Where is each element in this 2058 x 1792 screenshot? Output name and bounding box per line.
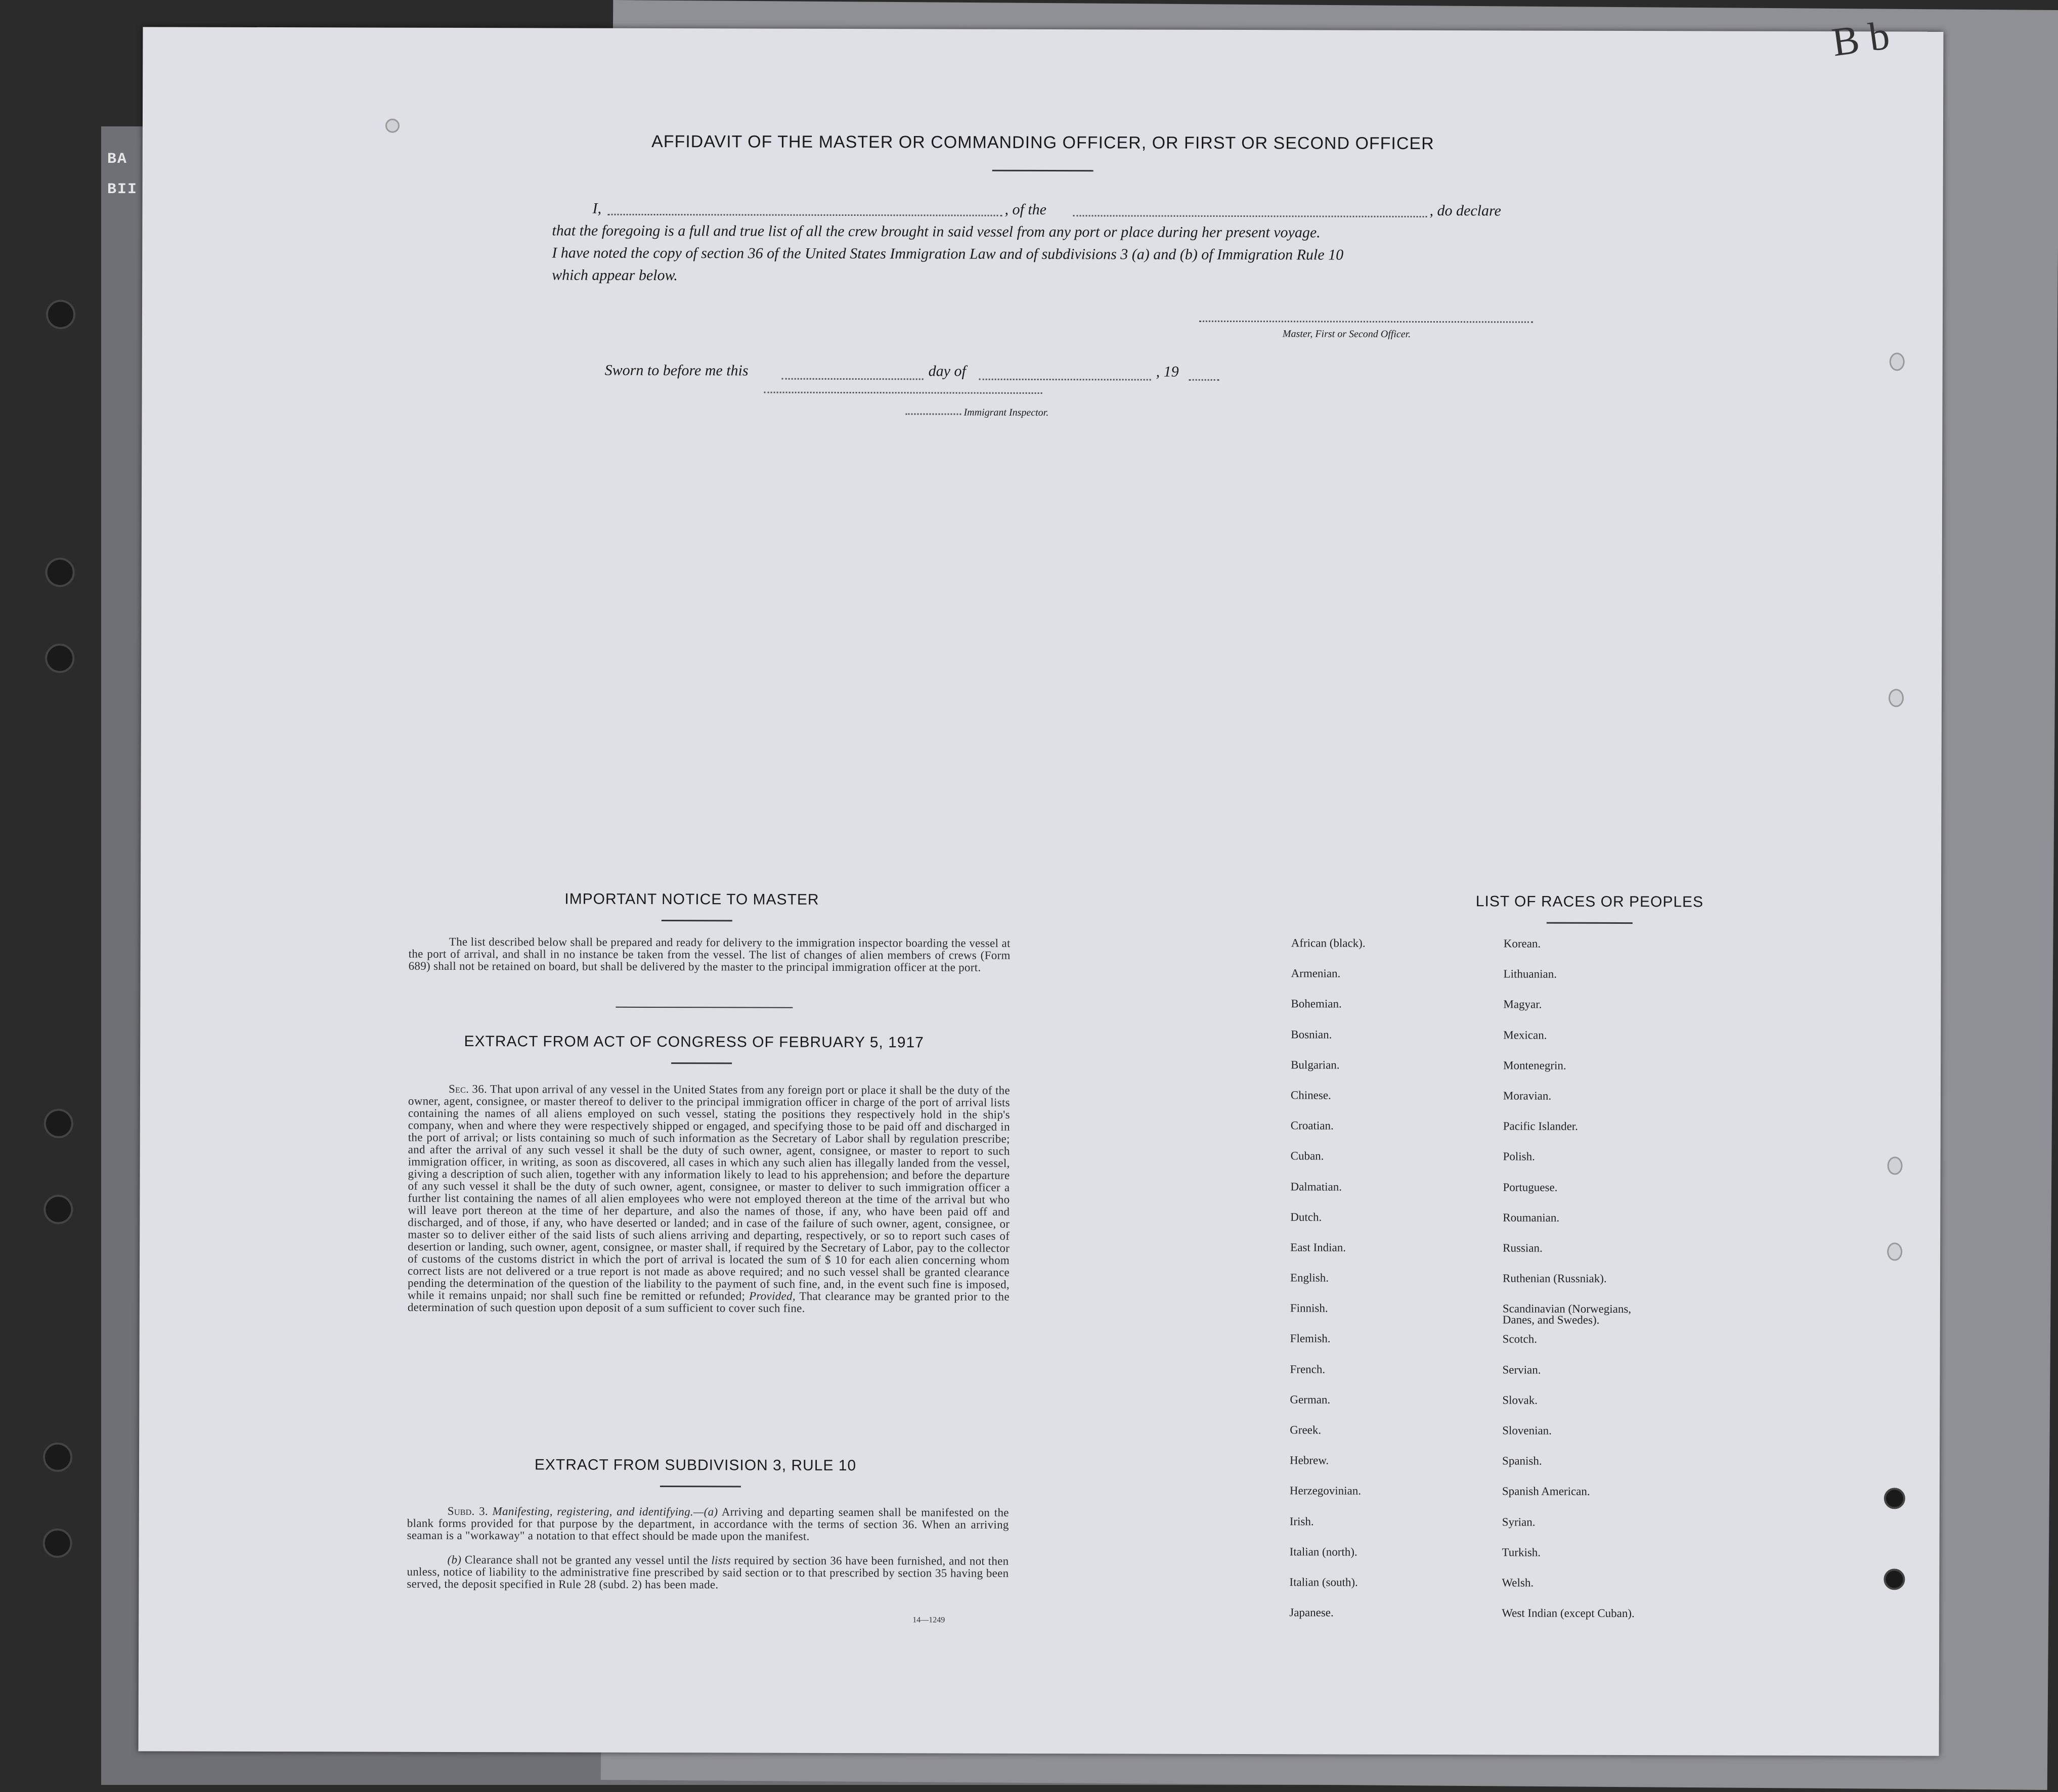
affidavit-i-label: I, (592, 200, 602, 217)
inspector-caption: Immigrant Inspector. (964, 407, 1049, 419)
race-list-item: Portuguese. (1503, 1180, 1558, 1194)
punch-hole (43, 1443, 72, 1472)
race-list-item: Roumanian. (1503, 1211, 1560, 1224)
race-list-item: Herzegovinian. (1289, 1484, 1362, 1498)
race-list-item: Flemish. (1290, 1332, 1331, 1345)
subdivision-3-text-a (407, 1505, 1009, 1543)
race-list-item: German. (1290, 1393, 1331, 1406)
extract-act-title: EXTRACT FROM ACT OF CONGRESS OF FEBRUARY 5, 1917 (464, 1033, 924, 1051)
section-36-body: That upon arrival of any vessel in the United States from any foreign port or place it shall be the duty of the owner, agent, consignee, or master thereof to deliver to the principal immigration officer in charge of the port of arrival lists containing the names of all aliens employed on such vessel, stating the positions they respectively hold in the ship's company, when and where they were respectively shipped or engaged, and specifying those to be paid off and discharged in the port of arrival; or lists containing so much of such information as the Secretary of Labor shall by regulation prescribe; and after the arrival of any such vessel it shall be the duty of such owner, agent, consignee, or master to report to such immigration officer, in writing, as soon as discovered, all cases in which any such alien has illegally landed from the vessel, giving a description of such alien, together with any information likely to lead to his apprehension; and before the departure of any such vessel it shall be the duty of such owner, agent, consignee, or master to deliver to such immigration officer a further list containing the names of all alien employees who were not employed thereon at the time of the arrival but who will leave port thereon at the time of her departure, and also the names of those, if any, who have been paid off and discharged, and of those, if any, who have deserted or landed; and in case of the failure of such owner, agent, consignee, or master so to deliver either of the said lists of such aliens arriving and departing, respectively, or so to report such cases of desertion or landing, such owner, agent, consignee, or master shall, if required by the Secretary of Labor, pay to the collector of customs of the customs district in which the port of arrival is located the sum of $ 10 for each alien concerning whom correct lists are not delivered or a true report is not made as above required; and no such vessel shall be granted clearance pending the determination of the question of the liability to the payment of such fine, and, in the event such fine is imposed, while it remains unpaid; nor shall such fine be remitted or refunded; (407, 1083, 1011, 1303)
punch-hole (1887, 1242, 1902, 1261)
race-list-item: Italian (north). (1289, 1545, 1358, 1558)
race-list-item: Moravian. (1503, 1089, 1552, 1102)
notice-separator (616, 1007, 793, 1008)
punch-hole (46, 300, 75, 329)
race-list-item: Lithuanian. (1503, 967, 1557, 980)
subdivision-3-text-b (407, 1554, 1009, 1592)
punch-hole (1889, 689, 1904, 707)
section-label: Sec. 36. (448, 1082, 488, 1096)
notice-title: IMPORTANT NOTICE TO MASTER (564, 890, 819, 908)
race-list-item: Greek. (1290, 1423, 1322, 1437)
race-list-item: Spanish American. (1502, 1485, 1590, 1498)
affidavit-of-the-label: , of the (1004, 201, 1047, 218)
sworn-line (604, 360, 1591, 380)
clause-a-label: —(a) (693, 1505, 718, 1518)
races-title: LIST OF RACES OR PEOPLES (1475, 893, 1704, 911)
inspector-signature-line (764, 392, 1042, 394)
races-column-1 (1289, 937, 1483, 1638)
race-list-item: Russian. (1503, 1241, 1543, 1255)
race-list-item: Turkish. (1502, 1546, 1541, 1559)
sworn-month-blank (979, 379, 1151, 381)
punch-hole (385, 119, 400, 133)
affidavit-declaration-line (552, 197, 1539, 219)
sworn-year-blank (1189, 379, 1219, 381)
race-list-item: Irish. (1289, 1514, 1314, 1528)
inspector-leader-dots (905, 413, 961, 415)
race-list-item: Spanish. (1502, 1454, 1542, 1467)
race-list-item: Armenian. (1291, 967, 1341, 980)
race-list-item: Dutch. (1290, 1210, 1322, 1224)
races-column-2 (1502, 938, 1716, 1638)
year-label: , 19 (1156, 363, 1179, 380)
clause-b-text-1: Clearance shall not be granted any vessel until the (464, 1553, 708, 1567)
vessel-blank (1073, 215, 1427, 217)
sworn-label: Sworn to before me this (604, 362, 749, 379)
affidavit-line-2: that the foregoing is a full and true list of all the crew brought in said vessel from any port or place during her present voyage. (552, 222, 1321, 241)
race-list-item: English. (1290, 1271, 1329, 1284)
race-list-item: Bohemian. (1291, 997, 1342, 1010)
race-list-item: Mexican. (1503, 1028, 1547, 1042)
officer-signature-line (1199, 321, 1533, 323)
races-title-rule (1547, 922, 1633, 924)
race-list-item: Montenegrin. (1503, 1059, 1566, 1072)
title-rule (992, 170, 1093, 172)
section-36-end: That clearance may be granted prior to the determination of such question upon deposit of a sum sufficient to cover such fine. (407, 1289, 1010, 1315)
provided-word: Provided, (749, 1289, 796, 1303)
race-list-item: West Indian (except Cuban). (1502, 1606, 1635, 1620)
subdivision-title: Manifesting, registering, and identifying. (492, 1505, 693, 1518)
race-list-item: Hebrew. (1290, 1454, 1329, 1467)
punch-hole (43, 1195, 73, 1224)
affidavit-declare-label: , do declare (1429, 202, 1501, 219)
subdivision-label: Subd. 3. (447, 1504, 489, 1518)
race-list-item: Magyar. (1503, 998, 1542, 1011)
day-of-label: day of (928, 363, 966, 380)
clause-b-label: (b) (447, 1553, 462, 1566)
race-list-item: Cuban. (1290, 1149, 1324, 1162)
race-list-item: Bosnian. (1291, 1027, 1332, 1041)
punch-hole (46, 558, 75, 587)
notice-title-rule (662, 920, 732, 921)
section-36-text (408, 1083, 1010, 1315)
margin-stamp-bottom: BII (107, 181, 138, 198)
punch-hole (1888, 1156, 1903, 1175)
race-list-item: Servian. (1502, 1363, 1541, 1376)
race-list-item: Polish. (1503, 1150, 1535, 1163)
race-list-item: Slovak. (1502, 1394, 1538, 1407)
punch-hole (1884, 1488, 1905, 1509)
extract-rule-title: EXTRACT FROM SUBDIVISION 3, RULE 10 (534, 1456, 857, 1474)
race-list-item: Chinese. (1290, 1089, 1331, 1102)
punch-hole (1884, 1569, 1905, 1590)
clause-a-text: Arriving and departing seamen shall be manifested on the blank forms provided for that purpose by the department, in accordance with the terms of section 36. When an arriving seaman is a "workaway" a notation to that effect should be made upon the manifest. (407, 1505, 1009, 1543)
affidavit-line-4: which appear below. (552, 266, 678, 284)
lists-word: lists (711, 1554, 731, 1567)
race-list-item: Japanese. (1289, 1606, 1334, 1619)
race-list-item: Dalmatian. (1290, 1180, 1342, 1193)
extract-act-rule (671, 1062, 732, 1064)
race-list-item: Scotch. (1502, 1332, 1538, 1346)
corner-handwritten-mark: B b (1829, 13, 1893, 65)
race-list-item: Croatian. (1290, 1119, 1334, 1132)
race-list-item: Pacific Islander. (1503, 1119, 1578, 1133)
extract-rule-rule (660, 1486, 741, 1487)
race-list-item: Slovenian. (1502, 1424, 1552, 1437)
punch-hole (43, 1529, 72, 1558)
notice-text: The list described below shall be prepared and ready for delivery to the immigration inspector boarding the vessel at the port of arrival, and shall in no instance be taken from the vessel. The list of changes of alien members of crews (Form 689) shall not be retained on board, but shall be delivered by the master to the principal immigration officer at the port. (408, 935, 1011, 974)
officer-caption: Master, First or Second Officer. (1282, 328, 1411, 340)
affidavit-line-3: I have noted the copy of section 36 of the United States Immigration Law and of subdivisions 3 (a) and (b) of Immigration Rule 10 (552, 244, 1344, 263)
race-list-item: African (black). (1291, 936, 1366, 950)
race-list-item: Bulgarian. (1291, 1058, 1340, 1071)
sworn-date-blank (782, 378, 924, 380)
race-list-item: Finnish. (1290, 1302, 1328, 1315)
race-list-item: East Indian. (1290, 1241, 1346, 1254)
punch-hole (1890, 352, 1905, 371)
race-list-item: Scandinavian (Norwegians, Danes, and Swedes). (1502, 1302, 1632, 1327)
form-number: 14—1249 (912, 1616, 945, 1625)
race-list-item: Korean. (1503, 937, 1541, 950)
name-blank (607, 214, 1002, 216)
race-list-item: Ruthenian (Russniak). (1502, 1272, 1607, 1285)
race-list-item: Syrian. (1502, 1515, 1536, 1529)
race-list-item: Welsh. (1502, 1576, 1534, 1589)
punch-hole (44, 1109, 73, 1138)
punch-hole (45, 644, 74, 673)
affidavit-page (139, 13, 1944, 1756)
clause-b-text-2: required by section 36 have been furnished, and not then unless, notice of liability to the administrative fine prescribed by said section or to that prescribed by section 35 having been served, the deposit specified in Rule 28 (subd. 2) has been made. (407, 1554, 1009, 1591)
margin-stamp-top: BA (107, 151, 128, 168)
affidavit-title: AFFIDAVIT OF THE MASTER OR COMMANDING OFFICER, OR FIRST OR SECOND OFFICER (651, 131, 1434, 154)
race-list-item: Italian (south). (1289, 1576, 1358, 1589)
race-list-item: French. (1290, 1362, 1326, 1376)
